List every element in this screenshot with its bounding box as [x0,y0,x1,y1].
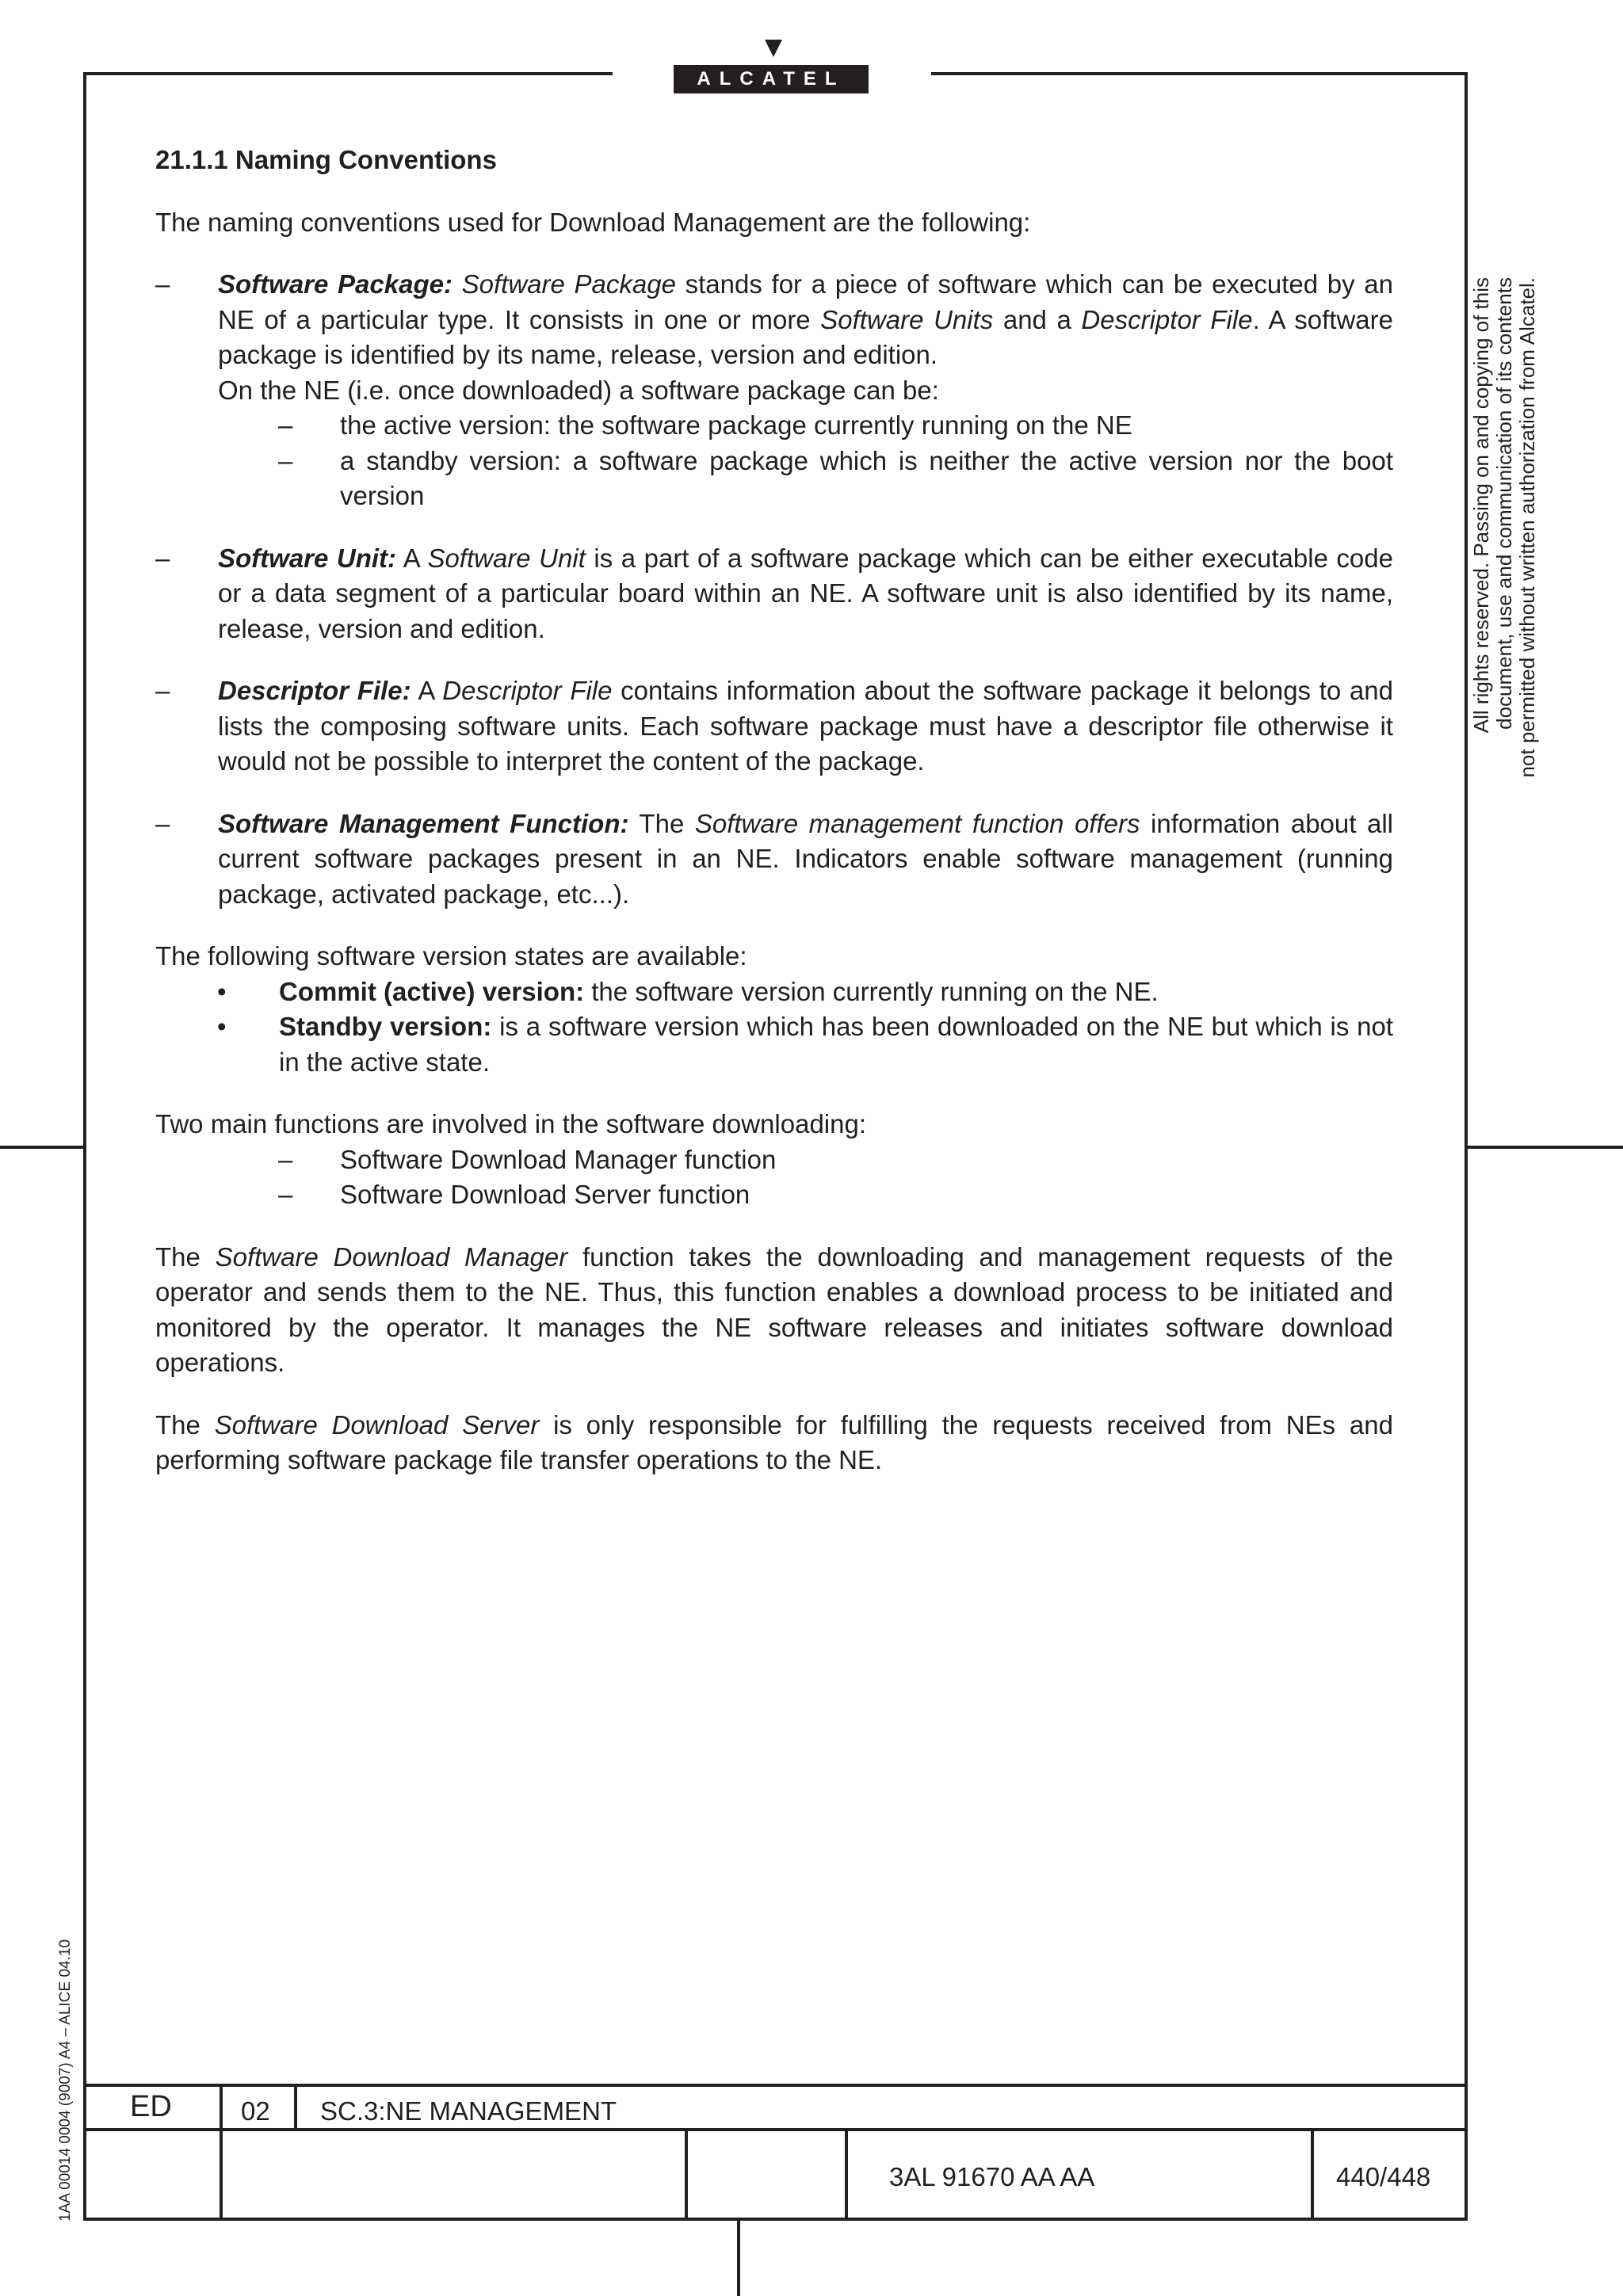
fold-mark-right [1468,1146,1623,1149]
bullet-icon: • [217,1012,227,1041]
document-body [155,143,1393,1478]
term: Software Package: [218,269,453,299]
bullet-icon: • [217,976,227,1006]
functions-intro: Two main functions are involved in the software downloading: [155,1109,867,1138]
function-server: – Software Download Server function [278,1180,750,1209]
intro-paragraph: The naming conventions used for Download Management are the following: [155,207,1031,237]
server-paragraph: The Software Download Server is only responsible for fulfilling the requests received from NEs and performing software package file transfer operations to the NE. [155,1409,1393,1474]
sub-item-active: – the active version: the software package currently running on the NE [278,410,1132,440]
dash-marker: – [155,269,170,299]
package-states-intro: On the NE (i.e. once downloaded) a software package can be: [218,375,939,405]
sub-item-standby: – a standby version: a software package which is neither the active version nor the boot version [278,445,1393,510]
footer-middle-line [83,2128,1468,2131]
definition-descriptor-file: – Descriptor File: A Descriptor File contains information about the software package it belongs to and lists the composing software units. Each software package must have a descriptor file otherwise it would not be possible to interpret the content of the package. [155,676,1393,776]
frame-left [83,72,86,2221]
footer-ed-label: ED [130,2090,172,2123]
footer-top-line [83,2084,1468,2087]
definition-software-package: – Software Package: Software Package stands for a piece of software which can be executed by an NE of a particular type. It consists in one or more Software Units and a Descriptor File. A software package is identified by its name, release, version and edition. On the NE (i.e. once downloaded) a software package can be: – the active version: the software package currently running on the NE – a standby version: a software package which is neither the active version nor the boot version [155,267,1393,514]
definition-software-unit: – Software Unit: A Software Unit is a part of a software package which can be either executable code or a data segment of a particular board within an NE. A software unit is also identified by its name, release, version and edition. [155,543,1393,643]
copyright-notice: All rights reserved. Passing on and copying of this document, use and communication of its contents not permitted without written authorization from Alcatel. [1469,277,1539,778]
state-commit: • Commit (active) version: the software version currently running on the NE. [155,974,1393,1010]
footer-section: SC.3:NE MANAGEMENT [320,2096,617,2126]
frame-top-left [83,72,613,75]
alcatel-logo: ALCATEL [674,65,869,93]
frame-top-right [931,72,1468,75]
logo-triangle-icon [765,40,782,57]
states-intro: The following software version states are available: [155,941,747,971]
state-standby: • Standby version: is a software version which has been downloaded on the NE but which is not in the active state. [155,1009,1393,1080]
definition-software-management-function: – Software Management Function: The Software management function offers information about all current software packages present in an NE. Indicators enable software management (running package, activated package, etc...). [155,808,1393,909]
document-code: 1AA 00014 0004 (9007) A4 – ALICE 04.10 [57,1939,74,2222]
footer-reference: 3AL 91670 AA AA [889,2162,1095,2191]
footer-page-number: 440/448 [1336,2162,1431,2191]
footer-ed-value: 02 [241,2096,270,2126]
section-title: 21.1.1 Naming Conventions [155,145,497,174]
manager-paragraph: The Software Download Manager function takes the downloading and management requests of the operator and sends them to the NE. Thus, this function enables a download process to be initiated and monitored by the operator. It manages the NE software releases and initiates software download operations. [155,1241,1393,1377]
fold-mark-left [0,1146,83,1149]
bottom-center-mark [737,2221,740,2296]
frame-bottom [83,2218,1468,2221]
function-manager: – Software Download Manager function [278,1144,777,1174]
